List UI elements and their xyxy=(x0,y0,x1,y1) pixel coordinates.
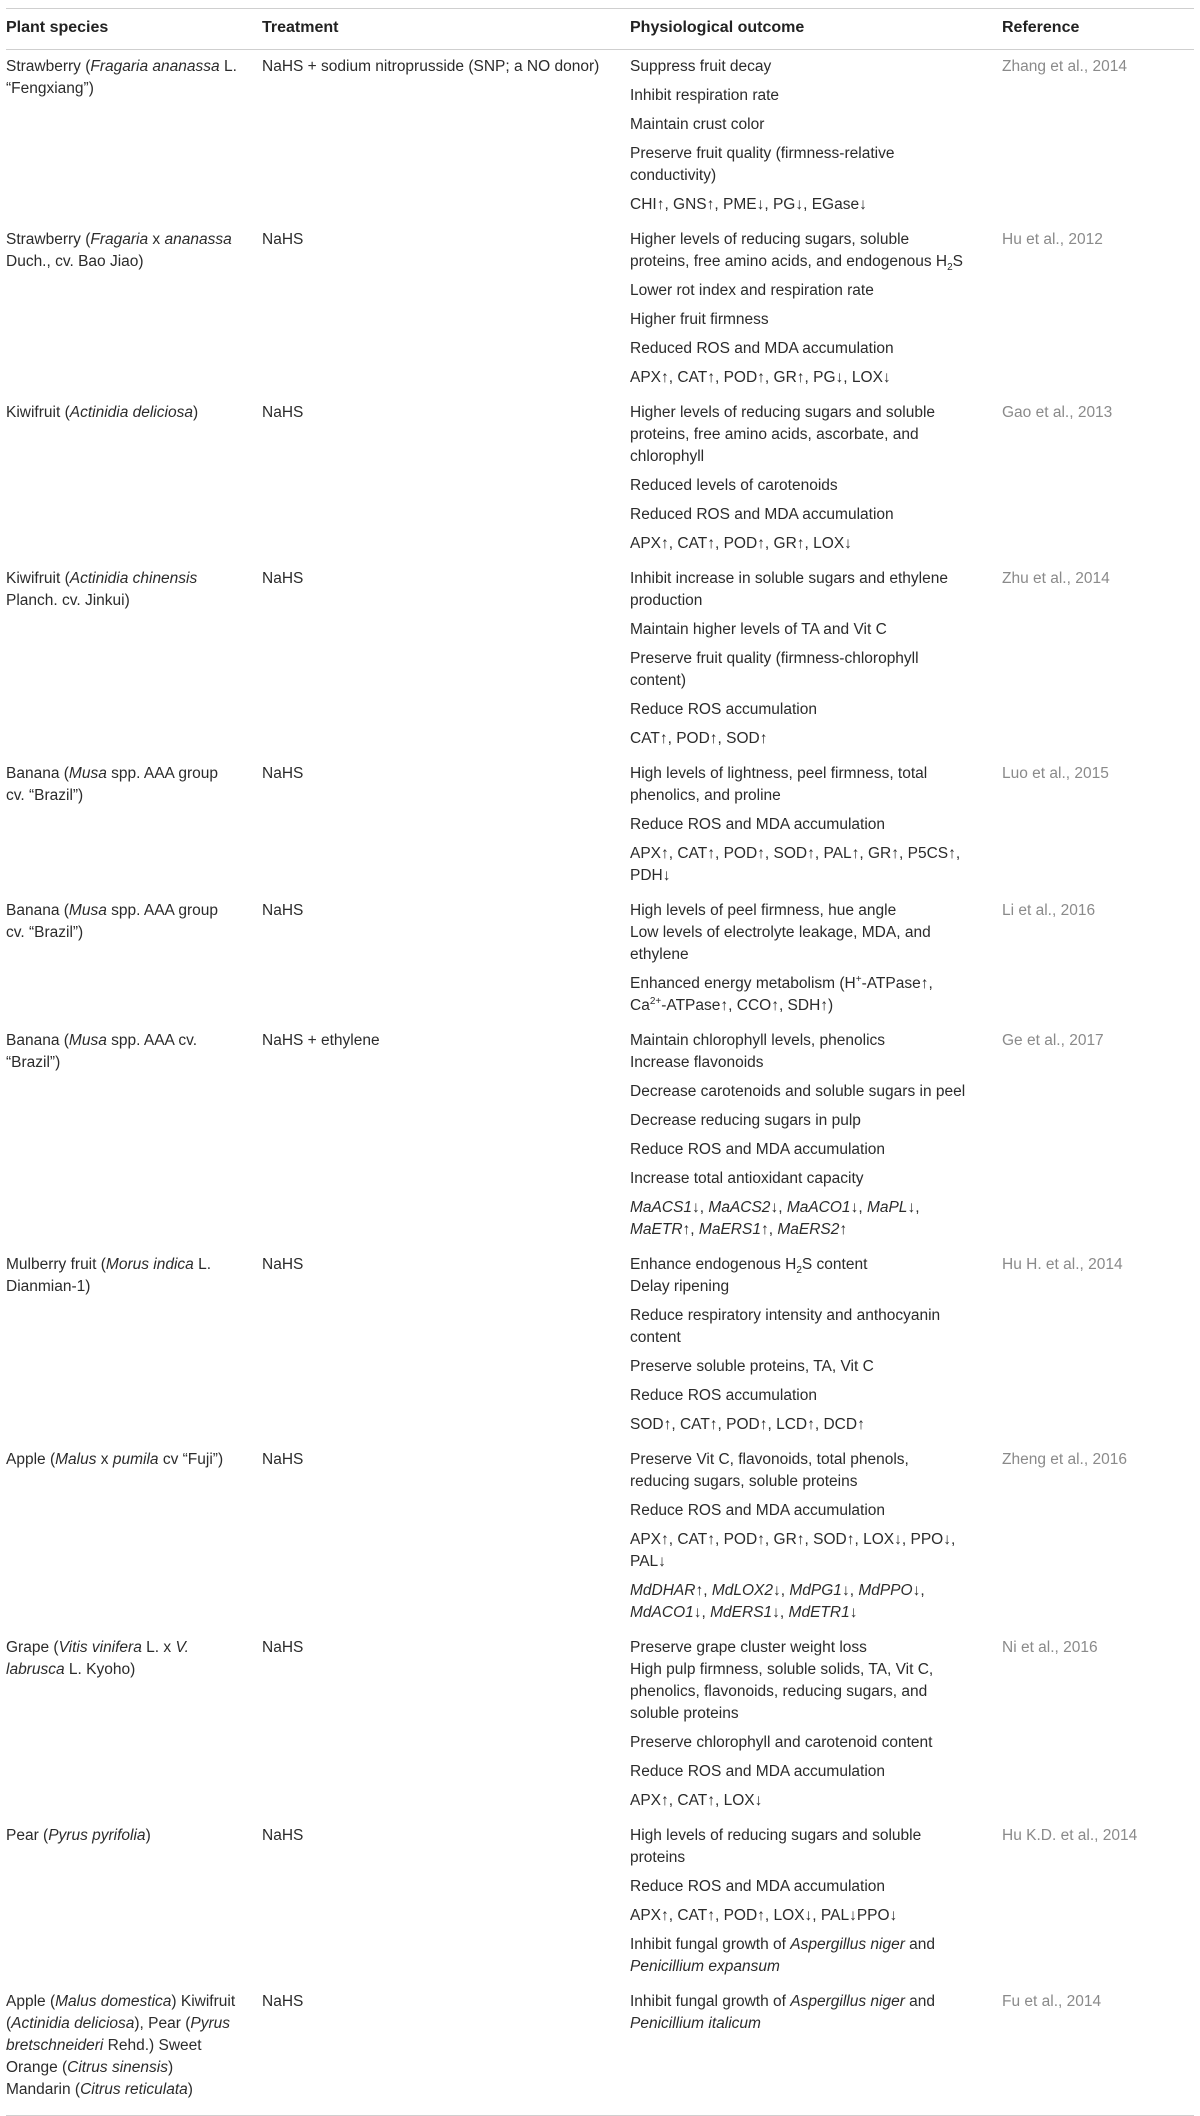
outcome-item: Decrease carotenoids and soluble sugars in peel xyxy=(630,1083,966,1100)
outcome-item: Inhibit respiration rate xyxy=(630,87,780,104)
table-row xyxy=(6,894,1194,1024)
outcome-item: Reduce ROS and MDA accumulation xyxy=(630,1878,886,1895)
table-row xyxy=(6,50,1194,224)
cell-plant-species: Kiwifruit (Actinidia deliciosa) xyxy=(6,404,199,421)
outcome-item: Increase total antioxidant capacity xyxy=(630,1170,864,1187)
cell-reference: Ni et al., 2016 xyxy=(1002,1639,1098,1656)
table-row xyxy=(6,1631,1194,1819)
outcome-item: Preserve soluble proteins, TA, Vit C xyxy=(630,1358,874,1375)
table-row xyxy=(6,1819,1194,1985)
outcome-item: Preserve grape cluster weight loss High pulp firmness, soluble solids, TA, Vit C, phenolics, flavonoids, reducing sugars, and soluble proteins xyxy=(630,1639,934,1722)
outcome-item: CAT↑, POD↑, SOD↑ xyxy=(630,730,768,747)
outcome-item: Reduce respiratory intensity and anthocyanin content xyxy=(630,1307,941,1346)
outcome-item: Reduced ROS and MDA accumulation xyxy=(630,340,894,357)
outcome-item: APX↑, CAT↑, LOX↓ xyxy=(630,1792,763,1809)
cell-plant-species: Grape (Vitis vinifera L. x V. labrusca L. Kyoho) xyxy=(6,1639,189,1678)
outcome-item: APX↑, CAT↑, POD↑, SOD↑, PAL↑, GR↑, P5CS↑, PDH↓ xyxy=(630,845,961,884)
cell-reference: Luo et al., 2015 xyxy=(1002,765,1109,782)
outcome-item: APX↑, CAT↑, POD↑, GR↑, SOD↑, LOX↓, PPO↓, PAL↓ xyxy=(630,1531,956,1570)
cell-physiological-outcome xyxy=(624,396,990,562)
cell-treatment: NaHS xyxy=(262,570,304,587)
outcome-item: Reduced levels of carotenoids xyxy=(630,477,838,494)
cell-physiological-outcome xyxy=(624,1248,990,1443)
table-row xyxy=(6,1985,1194,2116)
outcome-item: APX↑, CAT↑, POD↑, GR↑, LOX↓ xyxy=(630,535,852,552)
header-reference: Reference xyxy=(990,9,1194,50)
outcome-item: Lower rot index and respiration rate xyxy=(630,282,874,299)
outcome-item: Higher fruit firmness xyxy=(630,311,769,328)
cell-physiological-outcome xyxy=(624,50,990,224)
outcome-item: Maintain crust color xyxy=(630,116,765,133)
table-row xyxy=(6,1443,1194,1631)
outcome-item: Reduce ROS and MDA accumulation xyxy=(630,816,886,833)
table-body xyxy=(6,50,1194,2116)
cell-physiological-outcome xyxy=(624,1443,990,1631)
table-row xyxy=(6,562,1194,757)
cell-reference: Hu H. et al., 2014 xyxy=(1002,1256,1123,1273)
outcome-item: Maintain chlorophyll levels, phenolics Increase flavonoids xyxy=(630,1032,886,1071)
outcome-item: High levels of reducing sugars and soluble proteins xyxy=(630,1827,922,1866)
outcome-item: CHI↑, GNS↑, PME↓, PG↓, EGase↓ xyxy=(630,196,867,213)
outcome-item: Inhibit fungal growth of Aspergillus niger and Penicillium italicum xyxy=(630,1993,936,2032)
cell-reference: Fu et al., 2014 xyxy=(990,1985,1194,2116)
cell-plant-species: Strawberry (Fragaria x ananassa Duch., cv. Bao Jiao) xyxy=(6,231,232,270)
cell-plant-species: Apple (Malus domestica) Kiwifruit (Actinidia deliciosa), Pear (Pyrus bretschneideri Rehd.) Sweet Orange (Citrus sinensis) Mandarin (Citrus reticulata) xyxy=(6,1985,258,2116)
outcome-item: Decrease reducing sugars in pulp xyxy=(630,1112,861,1129)
cell-treatment: NaHS + sodium nitroprusside (SNP; a NO donor) xyxy=(262,58,600,75)
table-row xyxy=(6,223,1194,396)
outcome-item: Reduce ROS accumulation xyxy=(630,1387,817,1404)
table-header-row xyxy=(6,9,1194,50)
header-physiological-outcome: Physiological outcome xyxy=(624,9,990,50)
outcome-item: Enhanced energy metabolism (H+-ATPase↑, $Ca^{2+}-ATPase↑$, CCO↑, SDH↑) xyxy=(630,973,933,1014)
outcome-item: MdDHAR↑, MdLOX2↓, MdPG1↓, MdPPO↓, MdACO1↓, MdERS1↓, MdETR1↓ xyxy=(630,1582,925,1621)
outcome-item: Higher levels of reducing sugars and soluble proteins, free amino acids, ascorbate, and chlorophyll xyxy=(630,404,936,465)
outcome-item: Preserve fruit quality (firmness-chlorophyll content) xyxy=(630,650,919,689)
table-row xyxy=(6,396,1194,562)
cell-reference: Zheng et al., 2016 xyxy=(1002,1451,1127,1468)
header-treatment: Treatment xyxy=(258,9,624,50)
cell-treatment: NaHS xyxy=(262,231,304,248)
outcome-item: Preserve Vit C, flavonoids, total phenols, reducing sugars, soluble proteins xyxy=(630,1451,909,1490)
cell-treatment: NaHS xyxy=(258,1985,624,2116)
cell-treatment: NaHS xyxy=(262,765,304,782)
outcome-item: APX↑, CAT↑, POD↑, LOX↓, PAL↓PPO↓ xyxy=(630,1907,898,1924)
cell-treatment: NaHS xyxy=(262,1256,304,1273)
cell-reference: Li et al., 2016 xyxy=(1002,902,1096,919)
cell-physiological-outcome xyxy=(624,1024,990,1248)
outcome-item: Reduce ROS and MDA accumulation xyxy=(630,1502,886,1519)
cell-plant-species: Banana (Musa spp. AAA group cv. “Brazil”) xyxy=(6,902,218,941)
cell-plant-species: Banana (Musa spp. AAA cv. “Brazil”) xyxy=(6,1032,198,1071)
cell-plant-species: Strawberry (Fragaria ananassa L. “Fengxiang”) xyxy=(6,58,237,97)
cell-treatment: NaHS xyxy=(262,404,304,421)
cell-treatment: NaHS xyxy=(262,902,304,919)
cell-plant-species: Kiwifruit (Actinidia chinensis Planch. cv. Jinkui) xyxy=(6,570,198,609)
outcome-item: Inhibit fungal growth of Aspergillus niger and Penicillium expansum xyxy=(630,1936,936,1975)
outcome-item: Higher levels of reducing sugars, soluble proteins, free amino acids, and endogenous $H_2S$ xyxy=(630,231,963,274)
cell-physiological-outcome xyxy=(624,562,990,757)
outcome-item: Reduce ROS and MDA accumulation xyxy=(630,1141,886,1158)
outcome-item: Preserve fruit quality (firmness-relative conductivity) xyxy=(630,145,895,184)
cell-reference: Zhu et al., 2014 xyxy=(1002,570,1110,587)
cell-reference: Gao et al., 2013 xyxy=(1002,404,1113,421)
cell-plant-species: Pear (Pyrus pyrifolia) xyxy=(6,1827,151,1844)
outcome-item: Reduce ROS accumulation xyxy=(630,701,817,718)
cell-treatment: NaHS xyxy=(262,1827,304,1844)
cell-physiological-outcome xyxy=(624,1985,990,2116)
cell-plant-species: Apple (Malus x pumila cv “Fuji”) xyxy=(6,1451,224,1468)
outcome-item: Preserve chlorophyll and carotenoid content xyxy=(630,1734,933,1751)
header-plant-species: Plant species xyxy=(6,9,258,50)
outcome-item: MaACS1↓, MaACS2↓, MaACO1↓, MaPL↓, MaETR↑, MaERS1↑, MaERS2↑ xyxy=(630,1199,920,1238)
outcome-item: Reduce ROS and MDA accumulation xyxy=(630,1763,886,1780)
outcome-item: SOD↑, CAT↑, POD↑, LCD↑, DCD↑ xyxy=(630,1416,865,1433)
cell-reference: Hu K.D. et al., 2014 xyxy=(1002,1827,1138,1844)
cell-physiological-outcome xyxy=(624,894,990,1024)
cell-plant-species: Mulberry fruit (Morus indica L. Dianmian-1) xyxy=(6,1256,212,1295)
data-table xyxy=(6,8,1194,2116)
cell-physiological-outcome xyxy=(624,757,990,894)
cell-physiological-outcome xyxy=(624,223,990,396)
cell-plant-species: Banana (Musa spp. AAA group cv. “Brazil”) xyxy=(6,765,218,804)
cell-treatment: NaHS + ethylene xyxy=(262,1032,380,1049)
outcome-item: APX↑, CAT↑, POD↑, GR↑, PG↓, LOX↓ xyxy=(630,369,891,386)
table-row xyxy=(6,1024,1194,1248)
cell-physiological-outcome xyxy=(624,1631,990,1819)
outcome-item: Reduced ROS and MDA accumulation xyxy=(630,506,894,523)
outcome-item: Inhibit increase in soluble sugars and ethylene production xyxy=(630,570,948,609)
outcome-item: Maintain higher levels of TA and Vit C xyxy=(630,621,887,638)
cell-reference: Zhang et al., 2014 xyxy=(1002,58,1127,75)
outcome-item: High levels of lightness, peel firmness, total phenolics, and proline xyxy=(630,765,928,804)
table-row xyxy=(6,757,1194,894)
cell-treatment: NaHS xyxy=(262,1451,304,1468)
cell-reference: Hu et al., 2012 xyxy=(1002,231,1103,248)
table-row xyxy=(6,1248,1194,1443)
outcome-item: Enhance endogenous $H_2S$ content Delay ripening xyxy=(630,1256,868,1295)
data-table-container xyxy=(6,8,1194,2116)
cell-physiological-outcome xyxy=(624,1819,990,1985)
outcome-item: Suppress fruit decay xyxy=(630,58,772,75)
cell-reference: Ge et al., 2017 xyxy=(1002,1032,1104,1049)
cell-treatment: NaHS xyxy=(262,1639,304,1656)
outcome-item: High levels of peel firmness, hue angle Low levels of electrolyte leakage, MDA, and ethylene xyxy=(630,902,931,963)
